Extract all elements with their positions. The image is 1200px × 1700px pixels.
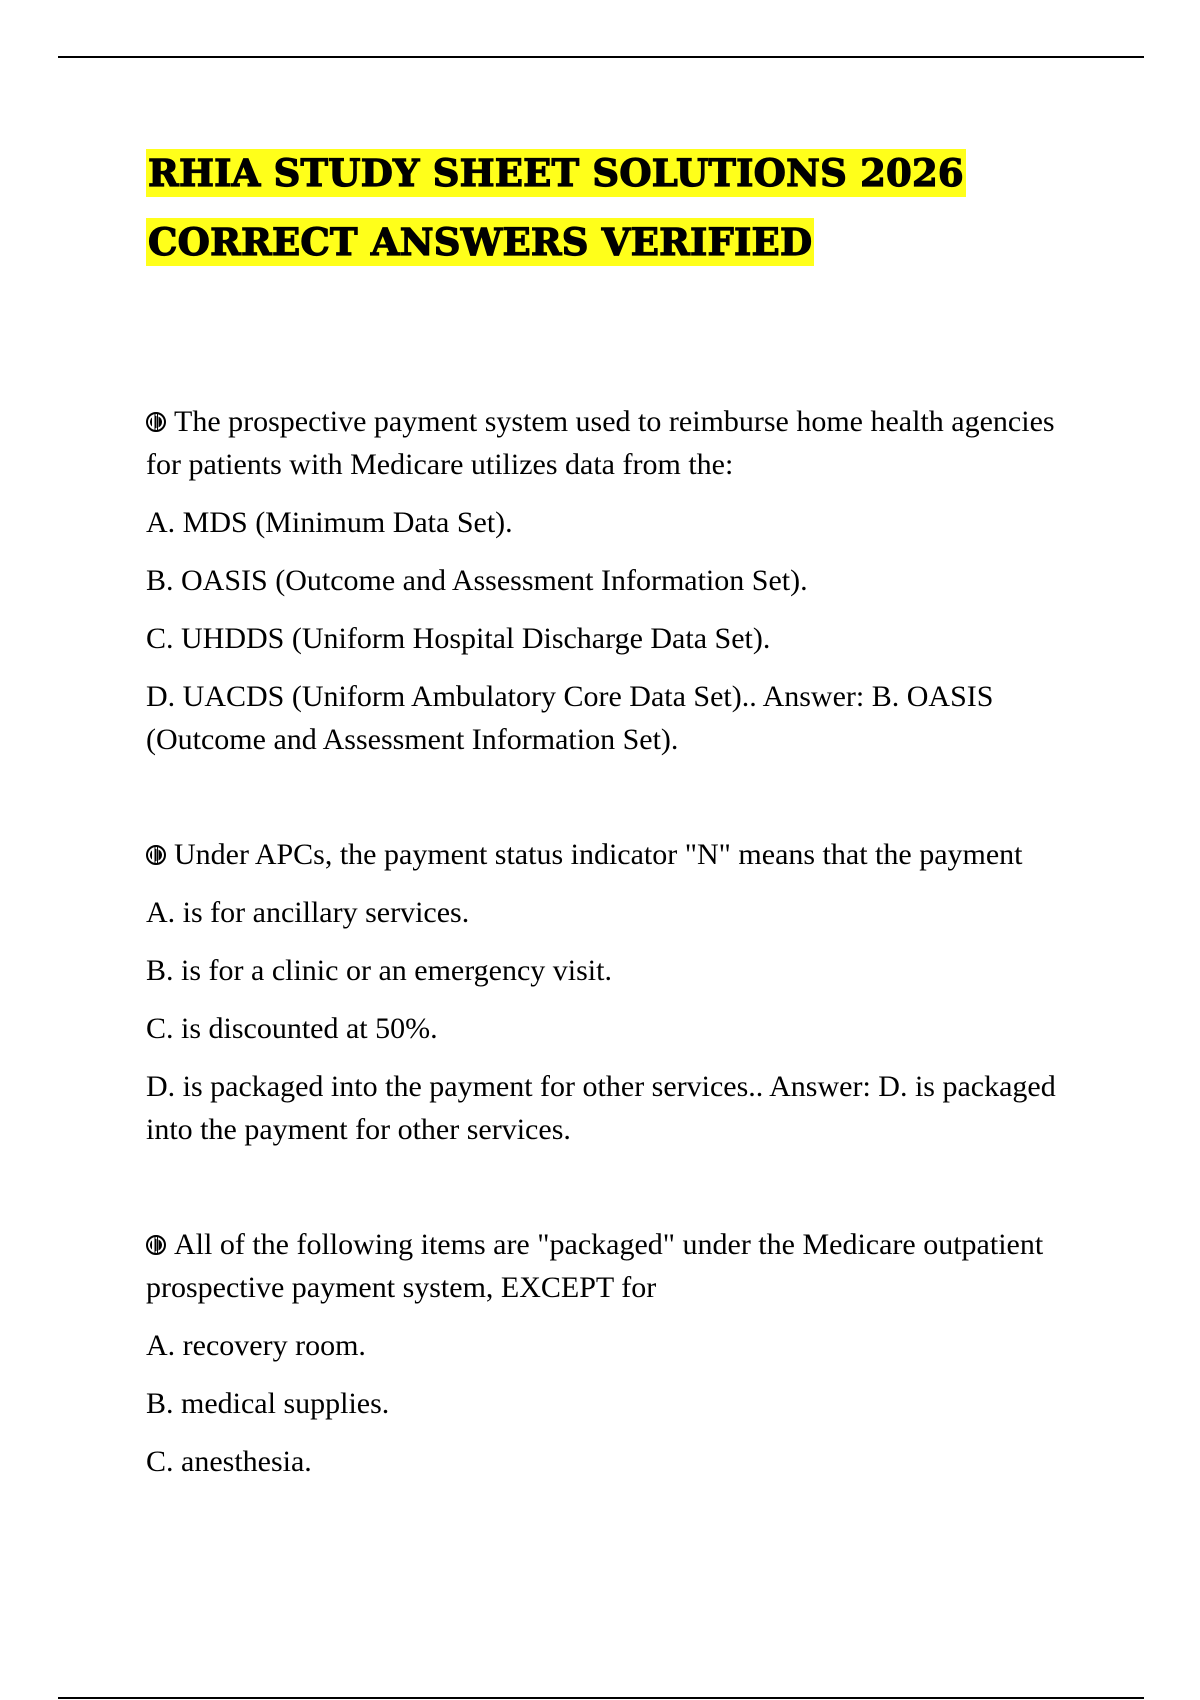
answer-option-d: D. UACDS (Uniform Ambulatory Core Data Set).. Answer: B. OASIS (Outcome and Assessment Information Set). <box>146 680 994 756</box>
answer-option-a: A. is for ancillary services. <box>146 896 470 929</box>
answer-option-a: A. MDS (Minimum Data Set). <box>146 506 513 539</box>
circle-striped-bullet-icon <box>146 845 166 865</box>
title-line-2: CORRECT ANSWERS VERIFIED <box>148 220 813 264</box>
question-block-3 <box>146 1223 1066 1483</box>
answer-option-b: B. medical supplies. <box>146 1387 390 1420</box>
question-stem: Under APCs, the payment status indicator "N" means that the payment <box>146 833 1066 876</box>
question-list <box>146 400 1066 1555</box>
answer-option-b: B. OASIS (Outcome and Assessment Information Set). <box>146 564 808 597</box>
circle-striped-bullet-icon <box>146 412 166 432</box>
answer-option-c: C. UHDDS (Uniform Hospital Discharge Data Set). <box>146 622 771 655</box>
footer-rule <box>58 1697 1144 1699</box>
question-stem: All of the following items are "packaged" under the Medicare outpatient prospective payment system, EXCEPT for <box>146 1228 1044 1304</box>
title-line-1: RHIA STUDY SHEET SOLUTIONS 2026 <box>148 151 964 195</box>
answer-option-c: C. is discounted at 50%. <box>146 1012 438 1045</box>
question-block-2 <box>146 833 1066 1151</box>
document-title <box>146 142 1046 280</box>
header-rule <box>58 56 1144 58</box>
question-block-1 <box>146 400 1066 761</box>
answer-option-a: A. recovery room. <box>146 1329 366 1362</box>
circle-striped-bullet-icon <box>146 1235 166 1255</box>
question-stem: The prospective payment system used to reimburse home health agencies for patients with Medicare utilizes data from the: <box>146 405 1055 481</box>
answer-option-d: D. is packaged into the payment for other services.. Answer: D. is packaged into the payment for other services. <box>146 1070 1056 1146</box>
answer-option-c: C. anesthesia. <box>146 1445 312 1478</box>
answer-option-b: B. is for a clinic or an emergency visit. <box>146 954 612 987</box>
